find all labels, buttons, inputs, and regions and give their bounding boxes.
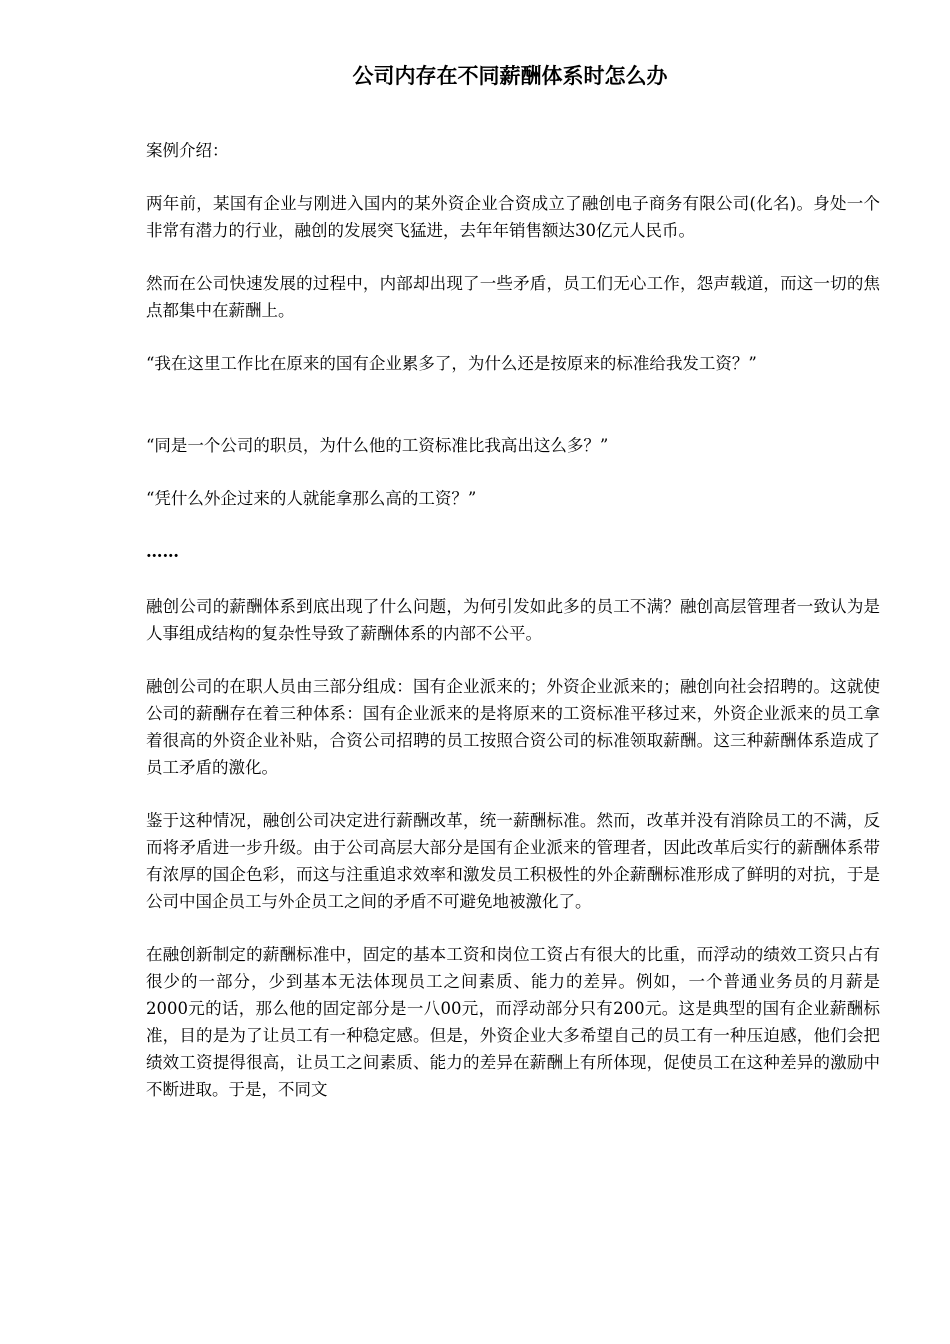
paragraph-new-standard: 在融创新制定的薪酬标准中，固定的基本工资和岗位工资占有很大的比重，而浮动的绩效工资只占有很少的一部分，少到基本无法体现员工之间素质、能力的差异。例如，一个普通业务员的月薪是2000元的话，那么他的固定部分是一八00元，而浮动部分只有200元。这是典型的国有企业薪酬标准，目的是为了让员工有一种稳定感。但是，外资企业大多希望自己的员工有一种压迫感，他们会把绩效工资提得很高，让员工之间素质、能力的差异在薪酬上有所体现，促使员工在这种差异的激励中不断进取。于是，不同文: [146, 945, 880, 1099]
document-title: 公司内存在不同薪酬体系时怎么办: [352, 64, 668, 88]
paragraph-conflict: 然而在公司快速发展的过程中，内部却出现了一些矛盾，员工们无心工作，怨声载道，而这一切的焦点都集中在薪酬上。: [146, 274, 880, 320]
quote-complaint-3: “凭什么外企过来的人就能拿那么高的工资？”: [146, 489, 477, 508]
paragraph-background: 两年前，某国有企业与刚进入国内的某外资企业合资成立了融创电子商务有限公司(化名)。身处一个非常有潜力的行业，融创的发展突飞猛进，去年年销售额达30亿元人民币。: [146, 194, 880, 240]
document-body: [146, 137, 880, 1129]
quote-complaint-1: “我在这里工作比在原来的国有企业累多了，为什么还是按原来的标准给我发工资？”: [146, 354, 757, 373]
paragraph-reform: 鉴于这种情况，融创公司决定进行薪酬改革，统一薪酬标准。然而，改革并没有消除员工的不满，反而将矛盾进一步升级。由于公司高层大部分是国有企业派来的管理者，因此改革后实行的薪酬体系带有浓厚的国企色彩，而这与注重追求效率和激发员工积极性的外企薪酬标准形成了鲜明的对抗，于是公司中国企员工与外企员工之间的矛盾不可避免地被激化了。: [146, 811, 880, 911]
paragraph-case-intro: 案例介绍：: [146, 141, 229, 160]
quote-complaint-2: “同是一个公司的职员，为什么他的工资标准比我高出这么多？”: [146, 436, 609, 455]
ellipsis: ……: [146, 542, 179, 561]
paragraph-problem: 融创公司的薪酬体系到底出现了什么问题，为何引发如此多的员工不满？融创高层管理者一致认为是人事组成结构的复杂性导致了薪酬体系的内部不公平。: [146, 597, 880, 643]
paragraph-composition: 融创公司的在职人员由三部分组成：国有企业派来的；外资企业派来的；融创向社会招聘的。这就使公司的薪酬存在着三种体系：国有企业派来的是将原来的工资标准平移过来，外资企业派来的员工拿着很高的外资企业补贴，合资公司招聘的员工按照合资公司的标准领取薪酬。这三种薪酬体系造成了员工矛盾的激化。: [146, 677, 880, 777]
